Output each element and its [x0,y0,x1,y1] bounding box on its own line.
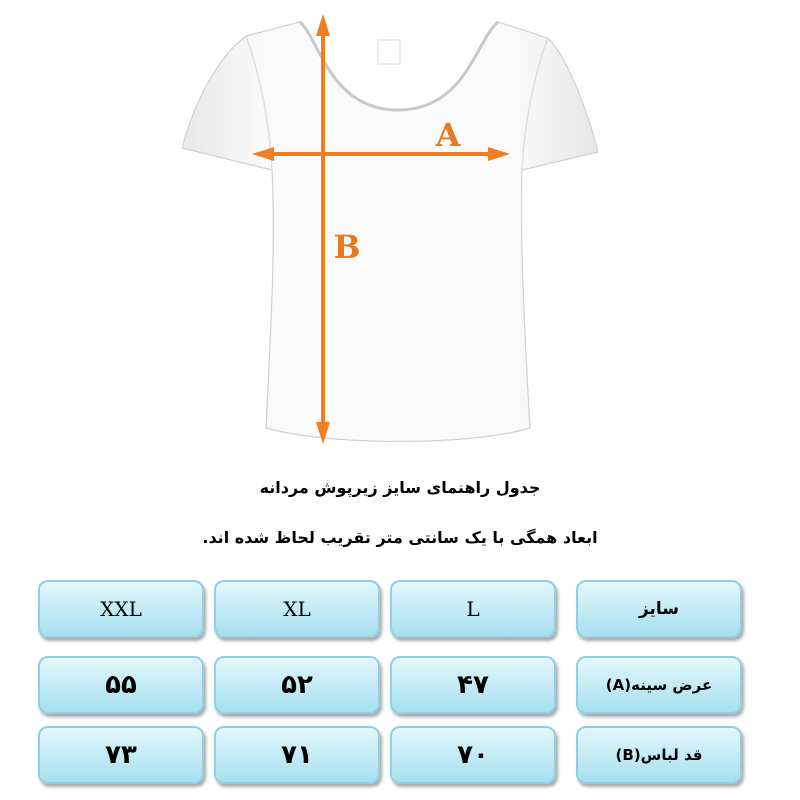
measurement-note: ابعاد همگی با یک سانتی متر تقریب لحاظ شده اند. [202,528,598,547]
chest-width-label: عرض سینه(A) [605,676,713,694]
size-header-cell [576,580,742,638]
size-l-cell [390,580,556,638]
chest-width-xxl-value: ۵۵ [105,670,137,700]
marker-a-label: A [435,116,461,154]
size-xl-label: XL [283,597,311,621]
chest-width-label-cell [576,656,742,714]
chest-width-xl-cell [214,656,380,714]
marker-b-label: B [333,228,361,266]
size-header-label: سایز [638,599,680,619]
chest-width-l-value: ۴۷ [457,670,489,700]
length-label: قد لباس(B) [615,746,703,764]
chest-width-l-cell [390,656,556,714]
length-xl-value: ۷۱ [281,740,313,770]
length-xl-cell [214,726,380,784]
length-label-cell [576,726,742,784]
size-xxl-cell [38,580,204,638]
length-xxl-cell [38,726,204,784]
size-xxl-label: XXL [100,597,142,621]
tshirt-shape [182,22,598,442]
length-xxl-value: ۷۳ [105,740,137,770]
chart-title: جدول راهنمای سایز زیرپوش مردانه [259,478,541,497]
length-l-value: ۷۰ [457,740,489,770]
size-xl-cell [214,580,380,638]
tshirt-tag [378,40,400,64]
chest-width-xl-value: ۵۲ [281,670,313,700]
chest-width-xxl-cell [38,656,204,714]
length-l-cell [390,726,556,784]
size-l-label: L [466,597,480,621]
